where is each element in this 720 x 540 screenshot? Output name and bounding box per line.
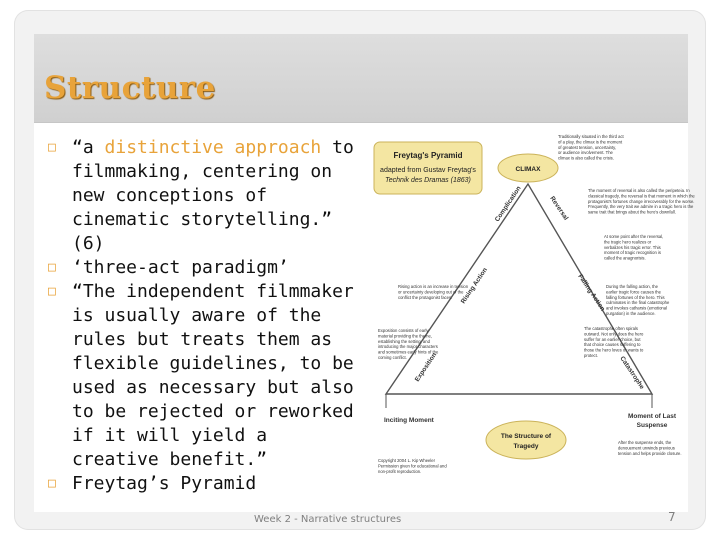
tragedy-oval <box>486 421 566 459</box>
note-line: verbalizes his tragic error. This <box>604 244 661 250</box>
bullet-item <box>48 280 358 472</box>
last-suspense-label-1: Moment of Last <box>627 413 677 420</box>
note-line: Copyright 2004 L. Kip Wheeler <box>378 458 436 463</box>
note-line: culminates in the final catastrophe <box>606 300 670 306</box>
note-line: protagonist's fortunes change irrecoverably for the worse. <box>588 198 695 204</box>
bullet-text: to filmmaking, centering on new conceptions of cinematic storytelling.” (6) <box>72 137 354 254</box>
bullet-item <box>48 472 358 496</box>
note-line: The catastrophe often spirals <box>584 326 639 331</box>
note-line: coming conflict. <box>378 355 407 360</box>
note-line: protect. <box>584 353 598 358</box>
note-line: Permission given for educational and <box>378 463 447 469</box>
note-line: purgation) in the audience. <box>606 311 656 316</box>
page-number: 7 <box>668 510 676 524</box>
bullet-text: ‘three-act paradigm’ <box>72 257 289 278</box>
note-line: classical tragedy, the reversal is that moment in which the <box>588 193 695 199</box>
reversal-label: Reversal <box>548 195 570 222</box>
bullet-item <box>48 136 358 256</box>
note-line: Exposition consists of early <box>378 328 429 333</box>
note-line: During the falling action, the <box>606 284 658 289</box>
falling-action-label: Falling Action <box>576 273 607 313</box>
note-line: and invokes catharsis (emotional <box>606 305 667 311</box>
note-line: tension and helps provide closure. <box>618 450 682 456</box>
title-box-line1: Freytag's Pyramid <box>393 151 463 160</box>
bullet-item <box>48 256 358 280</box>
slide-footer: Week 2 - Narrative structures <box>254 514 402 525</box>
note-line: conflict the protagonist faces. <box>398 294 453 300</box>
note-line: and sometimes early hints of the <box>378 349 439 355</box>
pyramid-svg <box>366 126 695 482</box>
note-line: falling fortunes of the hero. This <box>606 294 665 300</box>
reversal-note <box>588 188 695 215</box>
rising-note <box>398 284 469 300</box>
highlighted-phrase: distinctive approach <box>104 137 322 158</box>
note-line: At some point after the reversal, <box>604 234 664 239</box>
note-line: that choice causes suffering to <box>584 342 641 348</box>
note-line: Rising action is an increase in tension <box>398 284 469 289</box>
title-box-line2: adapted from Gustav Freytag's <box>380 167 476 174</box>
note-line: or uncertainty developing out of the <box>398 289 464 295</box>
note-line: moment of tragic recognition is <box>604 250 662 256</box>
note-line: Traditionally situated in the third act <box>558 134 624 139</box>
bullet-list <box>48 136 358 496</box>
note-line: establishing the setting, and <box>378 338 430 344</box>
note-line: same trait that brings about the hero's downfall. <box>588 209 676 215</box>
climax-note <box>558 134 625 161</box>
bullet-text: “a <box>72 137 105 158</box>
slide-title: Structure <box>44 70 216 106</box>
last-suspense-label-2: Suspense <box>636 422 668 429</box>
suspense-note <box>618 440 682 456</box>
note-line: material providing the theme, <box>378 333 432 339</box>
note-line: earlier tragic force causes the <box>606 289 661 295</box>
freytag-pyramid-diagram <box>366 126 695 482</box>
catastrophe-note <box>584 326 644 358</box>
note-line: non-profit reproduction. <box>378 468 422 474</box>
exposition-label: Exposition <box>413 351 439 384</box>
inciting-moment-label: Inciting Moment <box>384 417 434 424</box>
note-line: of greatest tension, uncertainty, <box>558 144 617 150</box>
note-line: outward. Not only does the hero <box>584 331 644 337</box>
note-line: climax is also called the crisis. <box>558 155 614 161</box>
note-line: suffer for an earlier choice, but <box>584 336 641 342</box>
note-line: of a play, the climax is the moment <box>558 139 623 145</box>
complication-label: Complication <box>493 185 523 224</box>
note-line: those the hero loves or wants to <box>584 347 644 353</box>
climax-label: CLIMAX <box>515 166 541 173</box>
bullet-text: Freytag’s Pyramid <box>72 473 257 494</box>
tragedy-line2: Tragedy <box>513 443 539 450</box>
note-line: called the anagnorisis. <box>604 255 646 261</box>
falling-note <box>606 284 670 316</box>
note-line: the tragic hero realizes or <box>604 239 652 245</box>
catastrophe-label: Catastrophe <box>618 355 646 391</box>
title-box-line3: Technik des Dramas (1863) <box>385 177 471 184</box>
recognition-note <box>604 234 663 261</box>
note-line: denouement unwinds previous <box>618 445 675 451</box>
note-line: or audience involvement. The <box>558 150 613 156</box>
note-line: The moment of reversal is also called the peripeteia. In <box>588 188 690 193</box>
title-divider <box>34 122 688 123</box>
tragedy-line1: The Structure of <box>500 433 552 440</box>
copyright-note <box>378 458 447 474</box>
rising-action-label: Rising Action <box>459 266 489 306</box>
note-line: introducing the major characters <box>378 344 438 350</box>
note-line: Frequently, the very trait we admire in a tragic hero is the <box>588 204 694 210</box>
bullet-text: “The independent filmmaker is usually aware of the rules but treats them as flexible guidelines, to be used as necessary but also to be rejected or reworked if it will yield a creative benefit.” <box>72 281 354 470</box>
note-line: After the suspense ends, the <box>618 440 672 445</box>
